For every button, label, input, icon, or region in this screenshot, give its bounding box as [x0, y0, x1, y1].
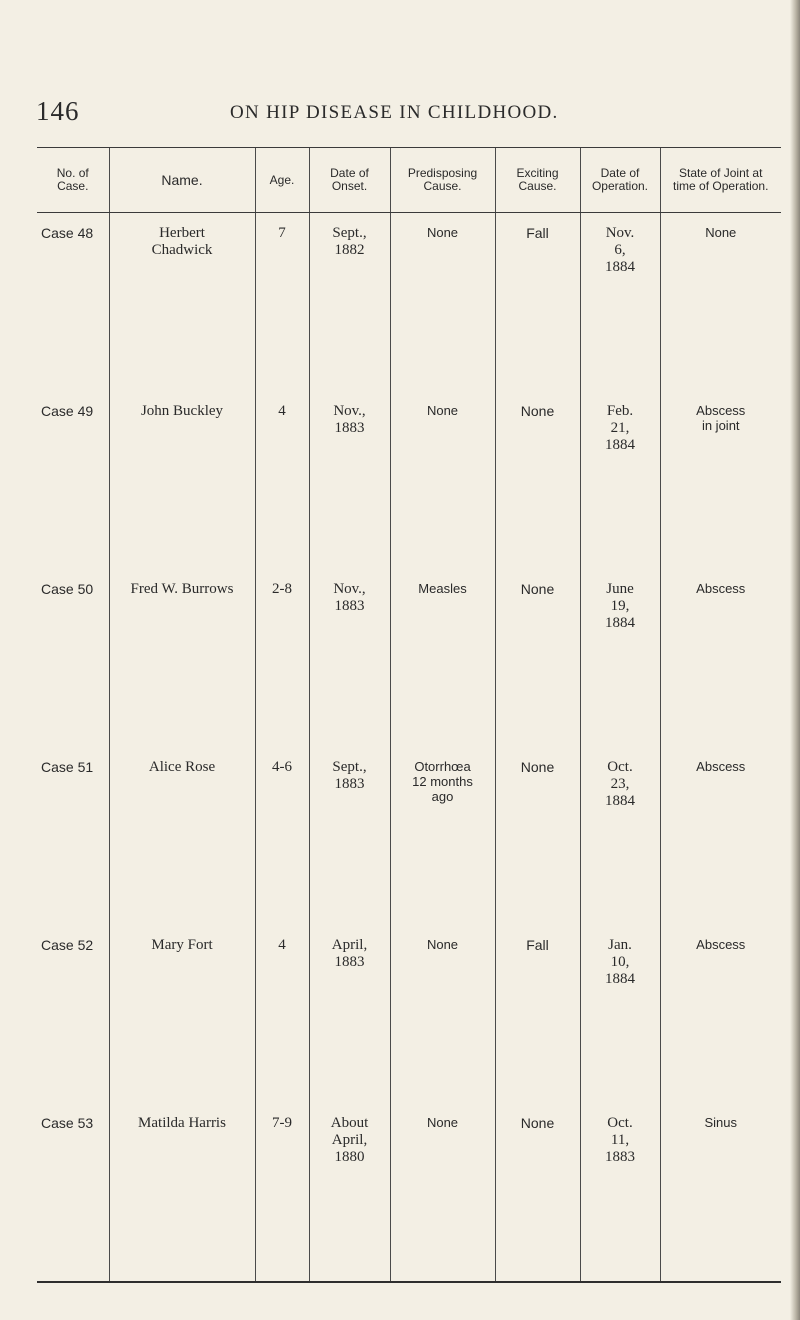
operation-date: Nov. 6, 1884: [580, 213, 660, 392]
page-edge-shadow: [790, 0, 800, 1320]
header-date-of-operation: Date of Operation.: [580, 148, 660, 213]
header-predisposing-cause: Predisposing Cause.: [390, 148, 495, 213]
joint-state: Sinus: [660, 1103, 781, 1282]
exciting-cause: Fall: [495, 925, 580, 1103]
header-date-of-onset: Date of Onset.: [309, 148, 390, 213]
patient-name: John Buckley: [109, 391, 255, 569]
header-age: Age.: [255, 148, 309, 213]
header-exciting-cause: Exciting Cause.: [495, 148, 580, 213]
case-number: Case 51: [41, 759, 94, 775]
table-header-row: [37, 148, 781, 213]
patient-age: 4: [255, 925, 309, 1103]
case-number: Case 49: [41, 403, 94, 419]
onset-date: Nov., 1883: [309, 569, 390, 747]
onset-date: About April, 1880: [309, 1103, 390, 1282]
joint-state: None: [660, 213, 781, 392]
header-name: Name.: [109, 148, 255, 213]
exciting-cause: Fall: [495, 213, 580, 392]
table-row: [37, 747, 781, 925]
patient-age: 4: [255, 391, 309, 569]
page-title: ON HIP DISEASE IN CHILDHOOD.: [230, 102, 559, 123]
table-row: [37, 391, 781, 569]
table-row: [37, 569, 781, 747]
predisposing-cause: Otorrhœa 12 months ago: [390, 747, 495, 925]
joint-state: Abscess in joint: [660, 391, 781, 569]
onset-date: April, 1883: [309, 925, 390, 1103]
exciting-cause: None: [495, 1103, 580, 1282]
operation-date: Oct. 23, 1884: [580, 747, 660, 925]
operation-date: Feb. 21, 1884: [580, 391, 660, 569]
patient-name: Alice Rose: [109, 747, 255, 925]
table-row: [37, 925, 781, 1103]
running-head: [36, 94, 776, 130]
predisposing-cause: None: [390, 925, 495, 1103]
patient-age: 7-9: [255, 1103, 309, 1282]
patient-name: Herbert Chadwick: [109, 213, 255, 392]
predisposing-cause: None: [390, 213, 495, 392]
case-table: [37, 147, 781, 1283]
patient-name: Mary Fort: [109, 925, 255, 1103]
patient-name: Matilda Harris: [109, 1103, 255, 1282]
predisposing-cause: None: [390, 1103, 495, 1282]
joint-state: Abscess: [660, 747, 781, 925]
predisposing-cause: Measles: [390, 569, 495, 747]
case-number: Case 52: [41, 937, 94, 953]
exciting-cause: None: [495, 747, 580, 925]
case-number: Case 53: [37, 1103, 109, 1282]
predisposing-cause: None: [390, 391, 495, 569]
case-number: Case 48: [41, 225, 94, 241]
operation-date: Oct. 11, 1883: [580, 1103, 660, 1282]
joint-state: Abscess: [660, 569, 781, 747]
operation-date: Jan. 10, 1884: [580, 925, 660, 1103]
patient-age: 4-6: [255, 747, 309, 925]
page-number: 146: [36, 96, 80, 126]
table-row: [37, 1103, 781, 1282]
header-joint-state: State of Joint at time of Operation.: [660, 148, 781, 213]
operation-date: June 19, 1884: [580, 569, 660, 747]
patient-name: Fred W. Burrows: [109, 569, 255, 747]
onset-date: Sept., 1882: [309, 213, 390, 392]
joint-state: Abscess: [660, 925, 781, 1103]
exciting-cause: None: [495, 391, 580, 569]
patient-age: 7: [255, 213, 309, 392]
table-row: [37, 213, 781, 392]
exciting-cause: None: [495, 569, 580, 747]
header-case-no: No. of Case.: [37, 148, 109, 213]
patient-age: 2-8: [255, 569, 309, 747]
case-number: Case 50: [41, 581, 94, 597]
onset-date: Sept., 1883: [309, 747, 390, 925]
onset-date: Nov., 1883: [309, 391, 390, 569]
